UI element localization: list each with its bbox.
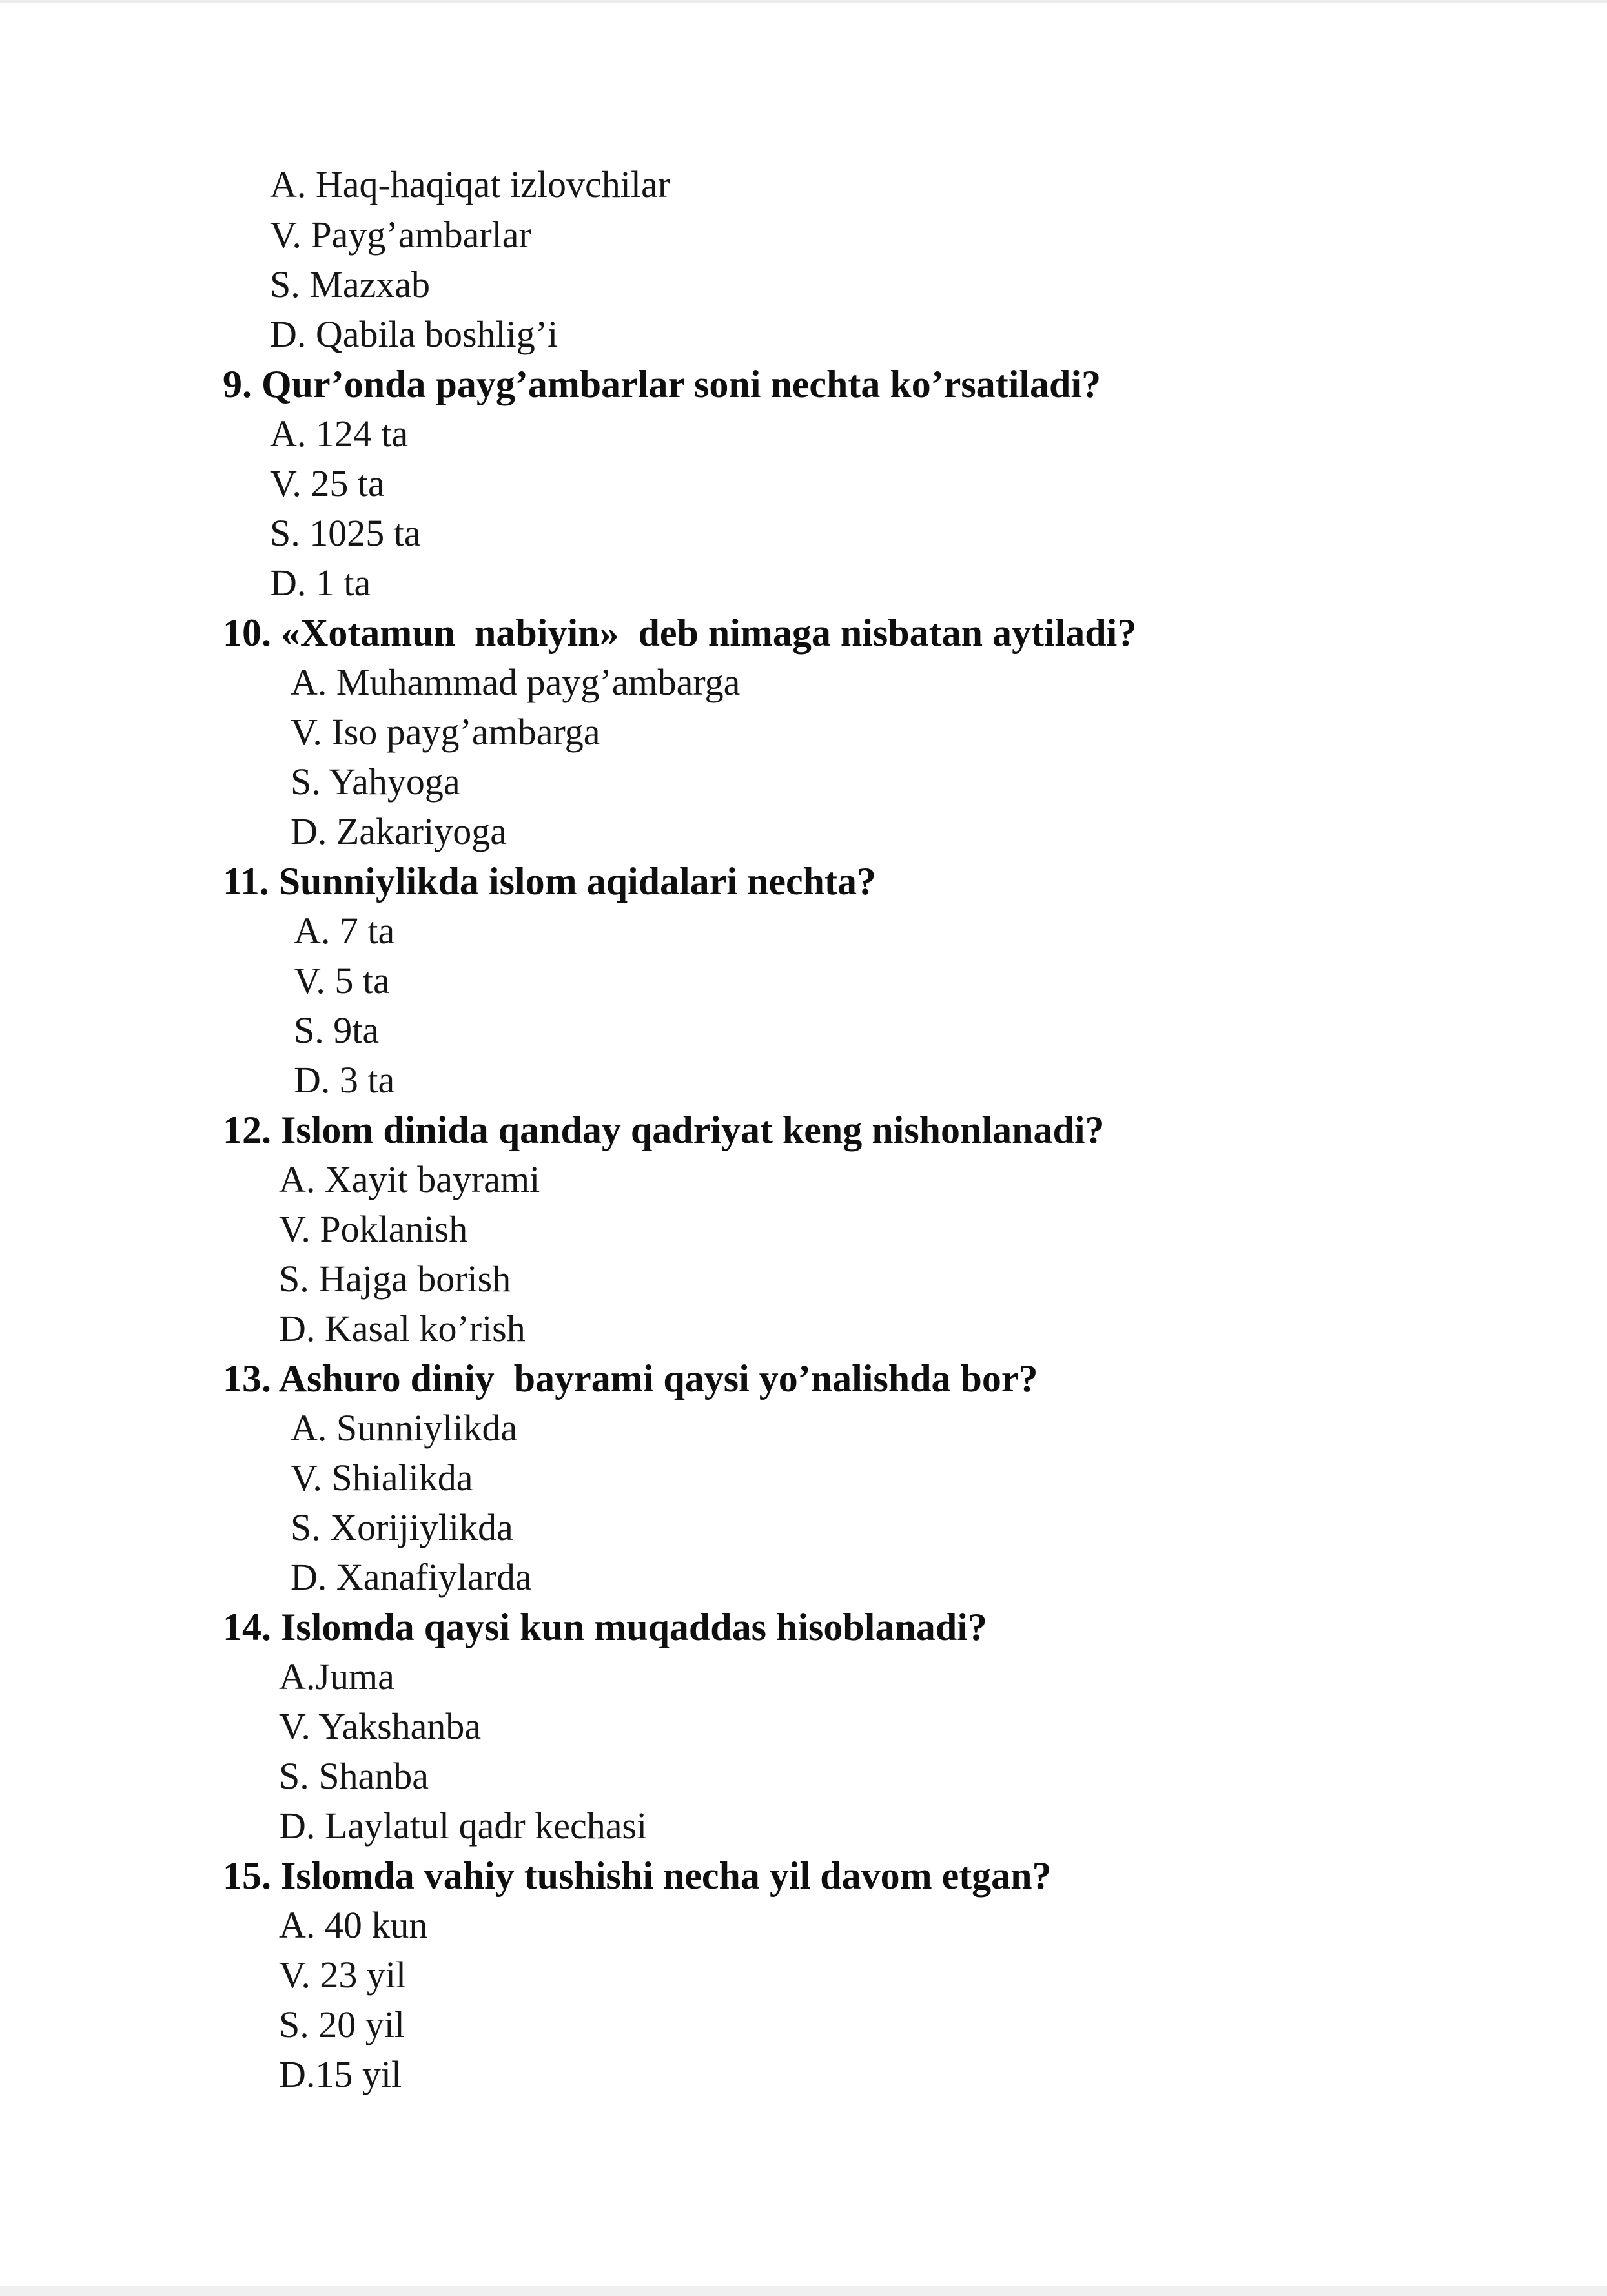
option-line: V. Payg’ambarlar <box>270 214 531 256</box>
option-line: D. Qabila boshlig’i <box>270 313 558 355</box>
option-line: D. Zakariyoga <box>291 810 507 852</box>
option-line: S. Shanba <box>279 1755 429 1797</box>
option-line: S. 1025 ta <box>270 512 421 554</box>
option-line: V. 23 yil <box>279 1954 407 1996</box>
option-line: V. Poklanish <box>279 1208 468 1250</box>
question-text: 12. Islom dinida qanday qadriyat keng nishonlanadi? <box>223 1109 1105 1151</box>
option-line: A. Sunniylikda <box>291 1407 518 1449</box>
option-line: A. Haq-haqiqat izlovchilar <box>270 163 671 205</box>
option-line: D. Laylatul qadr kechasi <box>279 1805 648 1847</box>
page-bottom-edge <box>0 2286 1607 2296</box>
option-line: V. 5 ta <box>294 959 390 1001</box>
question-text: 15. Islomda vahiy tushishi necha yil davom etgan? <box>223 1854 1052 1897</box>
option-line: A. Xayit bayrami <box>279 1158 540 1200</box>
option-line: D.15 yil <box>279 2053 402 2095</box>
option-line: A. Muhammad payg’ambarga <box>291 661 741 703</box>
option-line: D. 1 ta <box>270 562 371 604</box>
option-line: D. 3 ta <box>294 1059 395 1101</box>
option-line: V. Shialikda <box>291 1457 473 1499</box>
option-line: A. 40 kun <box>279 1904 428 1946</box>
option-line: S. 9ta <box>294 1009 380 1051</box>
option-line: V. Yakshanba <box>279 1705 482 1747</box>
option-line: S. Hajga borish <box>279 1258 511 1300</box>
question-text: 14. Islomda qaysi kun muqaddas hisoblanadi? <box>223 1606 987 1648</box>
option-line: S. 20 yil <box>279 2004 405 2045</box>
question-text: 11. Sunniylikda islom aqidalari nechta? <box>223 860 876 903</box>
option-line: S. Yahyoga <box>291 761 460 803</box>
option-line: A.Juma <box>279 1655 394 1697</box>
option-line: S. Mazxab <box>270 263 431 305</box>
option-line: V. 25 ta <box>270 462 385 504</box>
option-line: D. Xanafiylarda <box>291 1556 532 1598</box>
question-text: 13. Ashuro diniy bayrami qaysi yo’nalishda bor? <box>223 1357 1038 1400</box>
question-text: 10. «Xotamun nabiyin» deb nimaga nisbatan aytiladi? <box>223 611 1137 654</box>
option-line: V. Iso payg’ambarga <box>291 711 600 753</box>
option-line: A. 124 ta <box>270 413 409 455</box>
question-text: 9. Qur’onda payg’ambarlar soni nechta ko’rsatiladi? <box>223 363 1101 405</box>
option-line: D. Kasal ko’rish <box>279 1307 526 1349</box>
option-line: S. Xorijiylikda <box>291 1506 513 1548</box>
option-line: A. 7 ta <box>294 910 395 952</box>
